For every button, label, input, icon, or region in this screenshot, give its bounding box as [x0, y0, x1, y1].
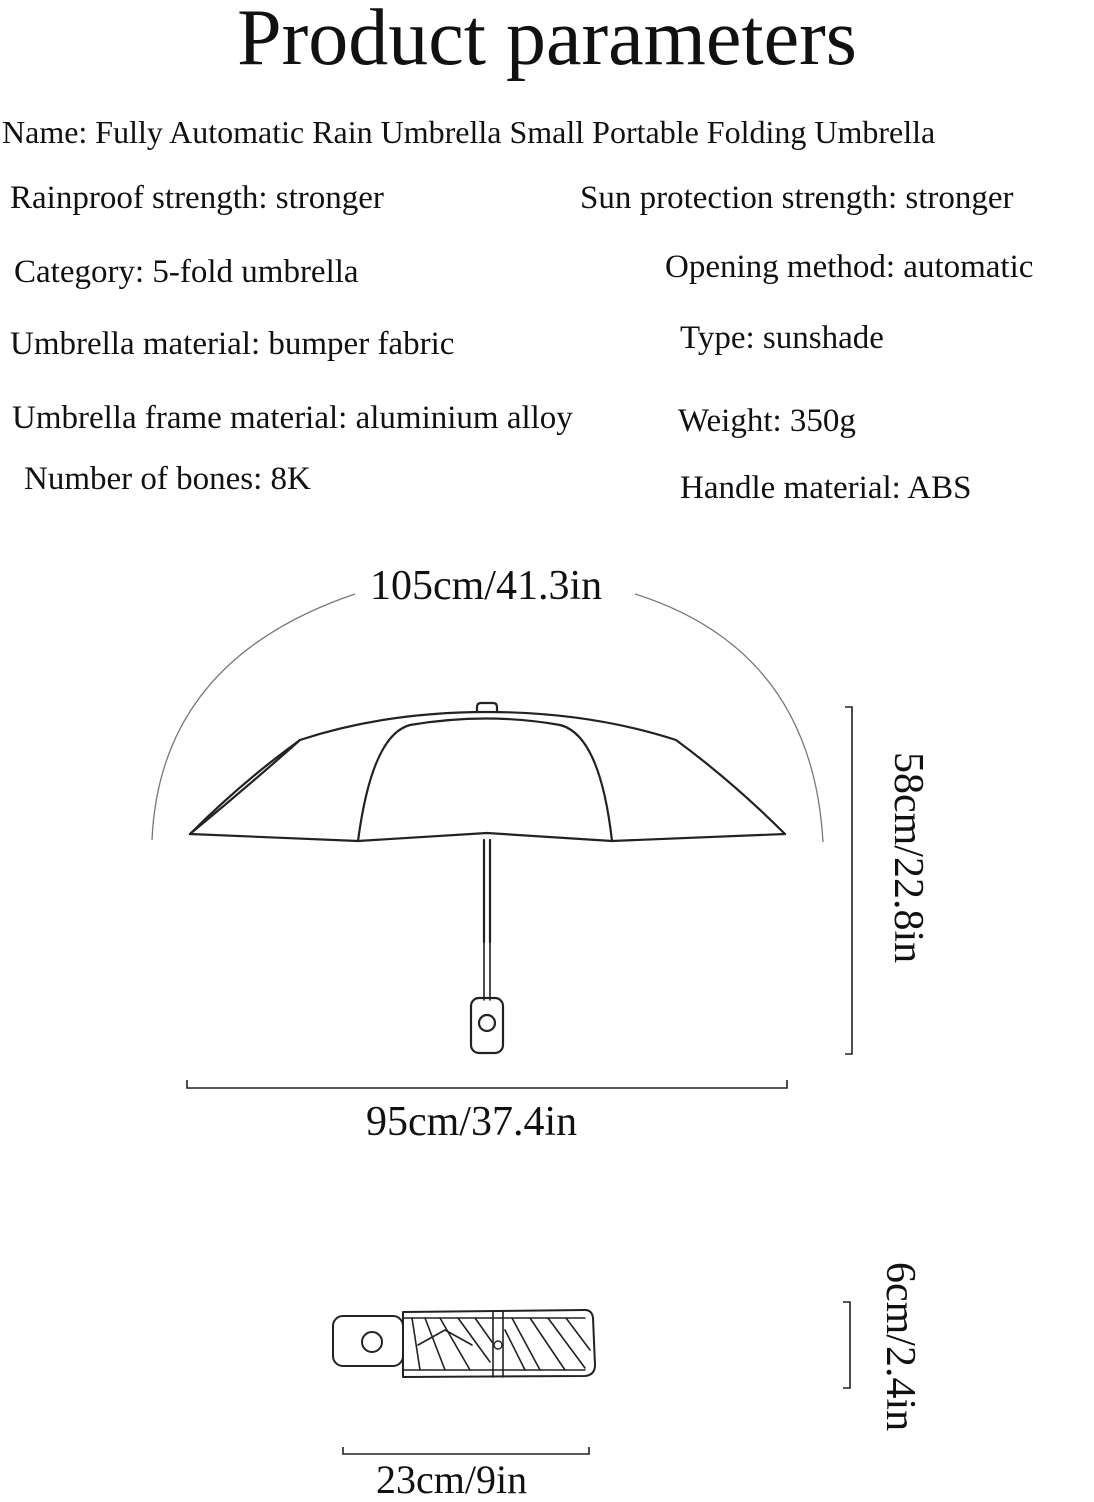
spec-rainproof: Rainproof strength: stronger: [10, 180, 384, 216]
spec-sun-protection: Sun protection strength: stronger: [580, 180, 1014, 216]
folded-umbrella-icon: [333, 1310, 595, 1377]
spec-weight: Weight: 350g: [678, 403, 856, 439]
spec-handle-material: Handle material: ABS: [680, 470, 972, 506]
open-width-label: 95cm/37.4in: [366, 1099, 578, 1145]
folded-length-label: 23cm/9in: [376, 1457, 528, 1502]
folded-height-guide: [843, 1302, 850, 1388]
folded-height-label: 6cm/2.4in: [877, 1262, 923, 1432]
arc-guide-right: [635, 594, 823, 842]
spec-bones: Number of bones: 8K: [24, 461, 311, 497]
spec-type: Type: sunshade: [680, 320, 884, 356]
arc-guide-left: [152, 594, 355, 840]
spec-category: Category: 5-fold umbrella: [14, 254, 359, 290]
spec-frame-material: Umbrella frame material: aluminium alloy: [12, 400, 573, 436]
open-umbrella-icon: [190, 703, 785, 1053]
arc-length-label: 105cm/41.3in: [370, 563, 603, 609]
spec-umbrella-material: Umbrella material: bumper fabric: [10, 326, 455, 362]
width-guide: [187, 1080, 787, 1088]
page-title: Product parameters: [237, 0, 857, 82]
open-height-label: 58cm/22.8in: [885, 752, 931, 964]
spec-opening-method: Opening method: automatic: [665, 249, 1034, 285]
folded-length-guide: [343, 1447, 589, 1454]
product-name: Name: Fully Automatic Rain Umbrella Small Portable Folding Umbrella: [2, 114, 936, 150]
height-guide: [845, 707, 852, 1054]
